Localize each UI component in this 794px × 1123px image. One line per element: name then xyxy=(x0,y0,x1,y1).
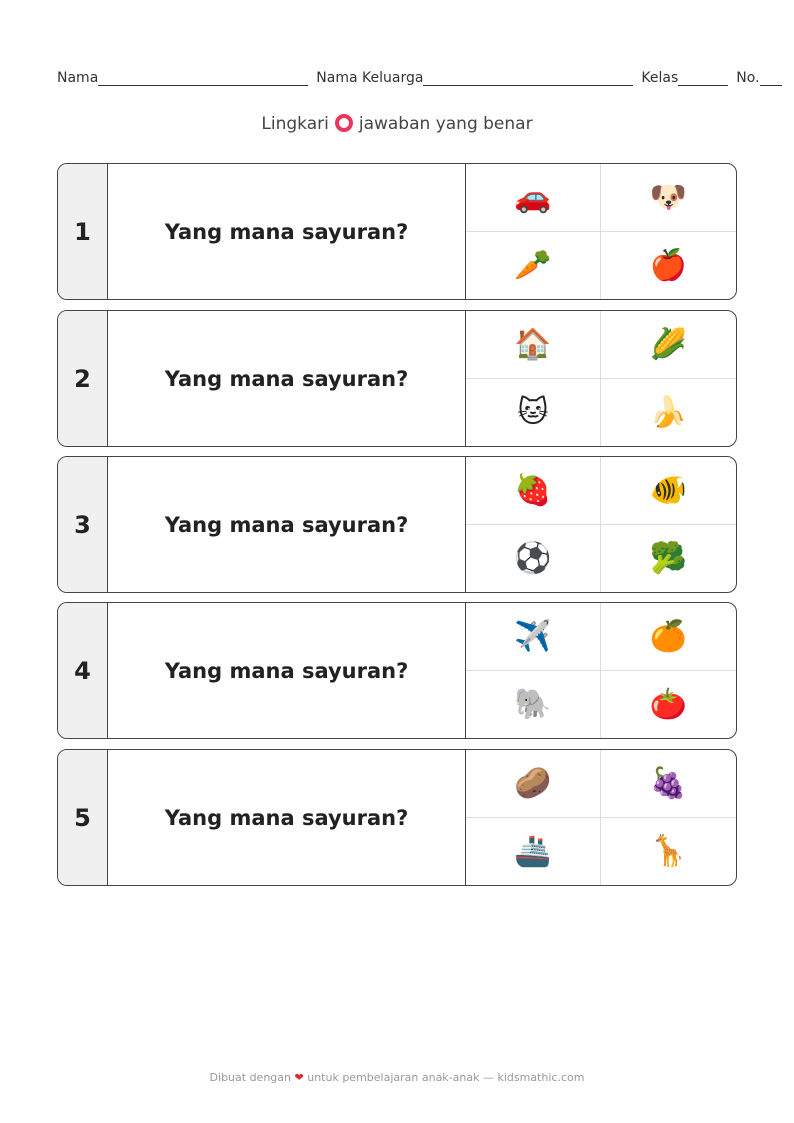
footer xyxy=(0,1071,794,1084)
footer-text-before: Dibuat dengan xyxy=(209,1071,291,1084)
question-number: 3 xyxy=(58,457,108,592)
family-name-field[interactable] xyxy=(423,72,633,86)
family-name-label: Nama Keluarga xyxy=(316,70,424,86)
answer-option[interactable]: 🚢 xyxy=(466,818,601,886)
question-text: Yang mana sayuran? xyxy=(108,164,466,299)
answer-options xyxy=(466,750,736,885)
question-number: 1 xyxy=(58,164,108,299)
question-text: Yang mana sayuran? xyxy=(108,457,466,592)
number-field[interactable] xyxy=(760,72,782,86)
answer-option[interactable]: 🐶 xyxy=(601,164,736,232)
answer-option[interactable]: 🍓 xyxy=(466,457,601,525)
answer-option[interactable]: 🍅 xyxy=(649,686,688,722)
answer-option[interactable]: 🦒 xyxy=(649,833,688,869)
answer-option[interactable]: 🍊 xyxy=(601,603,736,671)
question-row xyxy=(57,456,737,593)
circle-icon xyxy=(335,114,353,132)
instruction xyxy=(0,114,794,134)
answer-option[interactable]: 🥕 xyxy=(466,232,601,300)
footer-text-after: untuk pembelajaran anak-anak — kidsmathic.com xyxy=(307,1071,585,1084)
question-row xyxy=(57,163,737,300)
class-label: Kelas xyxy=(641,70,679,86)
question-number: 2 xyxy=(58,311,108,446)
answer-option[interactable]: 🥔 xyxy=(466,750,601,818)
name-label: Nama xyxy=(57,70,99,86)
answer-option[interactable]: ✈️ xyxy=(466,603,601,671)
answer-option[interactable]: 🏠 xyxy=(466,311,601,379)
student-info-header xyxy=(57,70,794,86)
answer-options xyxy=(466,603,736,738)
answer-options xyxy=(466,311,736,446)
answer-options xyxy=(466,164,736,299)
answer-option[interactable]: 🐱 xyxy=(466,379,601,447)
answer-option[interactable]: 🚗 xyxy=(466,164,601,232)
answer-option[interactable]: 🍎 xyxy=(649,247,688,283)
answer-option[interactable]: 🐘 xyxy=(466,671,601,739)
answer-option[interactable]: 🥦 xyxy=(649,540,688,576)
answer-option[interactable]: 🍇 xyxy=(601,750,736,818)
instruction-text-before: Lingkari xyxy=(261,114,329,134)
heart-icon: ❤ xyxy=(294,1071,304,1084)
question-number: 5 xyxy=(58,750,108,885)
number-label: No. xyxy=(736,70,760,86)
answer-option[interactable]: ⚽ xyxy=(466,525,601,593)
answer-options xyxy=(466,457,736,592)
question-row xyxy=(57,310,737,447)
question-number: 4 xyxy=(58,603,108,738)
class-field[interactable] xyxy=(678,72,728,86)
question-text: Yang mana sayuran? xyxy=(108,311,466,446)
question-row xyxy=(57,602,737,739)
question-row xyxy=(57,749,737,886)
answer-option[interactable]: 🐠 xyxy=(601,457,736,525)
instruction-text-after: jawaban yang benar xyxy=(358,114,533,134)
question-text: Yang mana sayuran? xyxy=(108,603,466,738)
name-field[interactable] xyxy=(98,72,308,86)
answer-option[interactable]: 🍌 xyxy=(649,394,688,430)
answer-option[interactable]: 🌽 xyxy=(601,311,736,379)
question-text: Yang mana sayuran? xyxy=(108,750,466,885)
